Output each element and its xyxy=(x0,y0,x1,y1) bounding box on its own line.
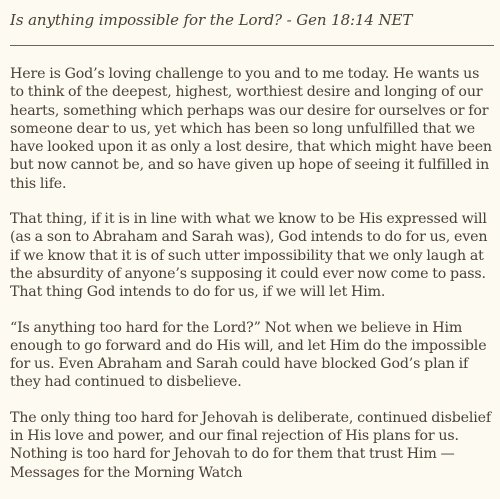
paragraph-2: That thing, if it is in line with what we know to be His expressed will (as a son to Abraham and Sarah was), God intends to do for us, even if we know that it is of such utter impossibility that we only laugh at the absurdity of anyone’s supposing it could ever now come to pass. That thing God intends to do for us, if we will let Him. xyxy=(10,211,488,301)
paragraph-1: Here is God’s loving challenge to you and to me today. He wants us to think of the deepest, highest, worthiest desire and longing of our hearts, something which perhaps was our desire for ourselves or for someone dear to us, yet which has been so long unfulfilled that we have looked upon it as only a lost desire, that which might have been but now cannot be, and so have given up hope of seeing it fulfilled in this life. xyxy=(10,66,492,192)
verse-heading: Is anything impossible for the Lord? - Gen 18:14 NET xyxy=(10,11,413,29)
devotional-body xyxy=(10,65,492,499)
paragraph-4: The only thing too hard for Jehovah is deliberate, continued disbelief in His love and power, and our final rejection of His plans for us. Nothing is too hard for Jehovah to do for them that trust Him —Messages for the Morning Watch xyxy=(10,409,492,481)
divider-line xyxy=(10,45,494,46)
paragraph-3: “Is anything too hard for the Lord?” Not when we believe in Him enough to go forward and do His will, and let Him do the impossible for us. Even Abraham and Sarah could have blocked God’s plan if they had continued to disbelieve. xyxy=(10,319,487,391)
